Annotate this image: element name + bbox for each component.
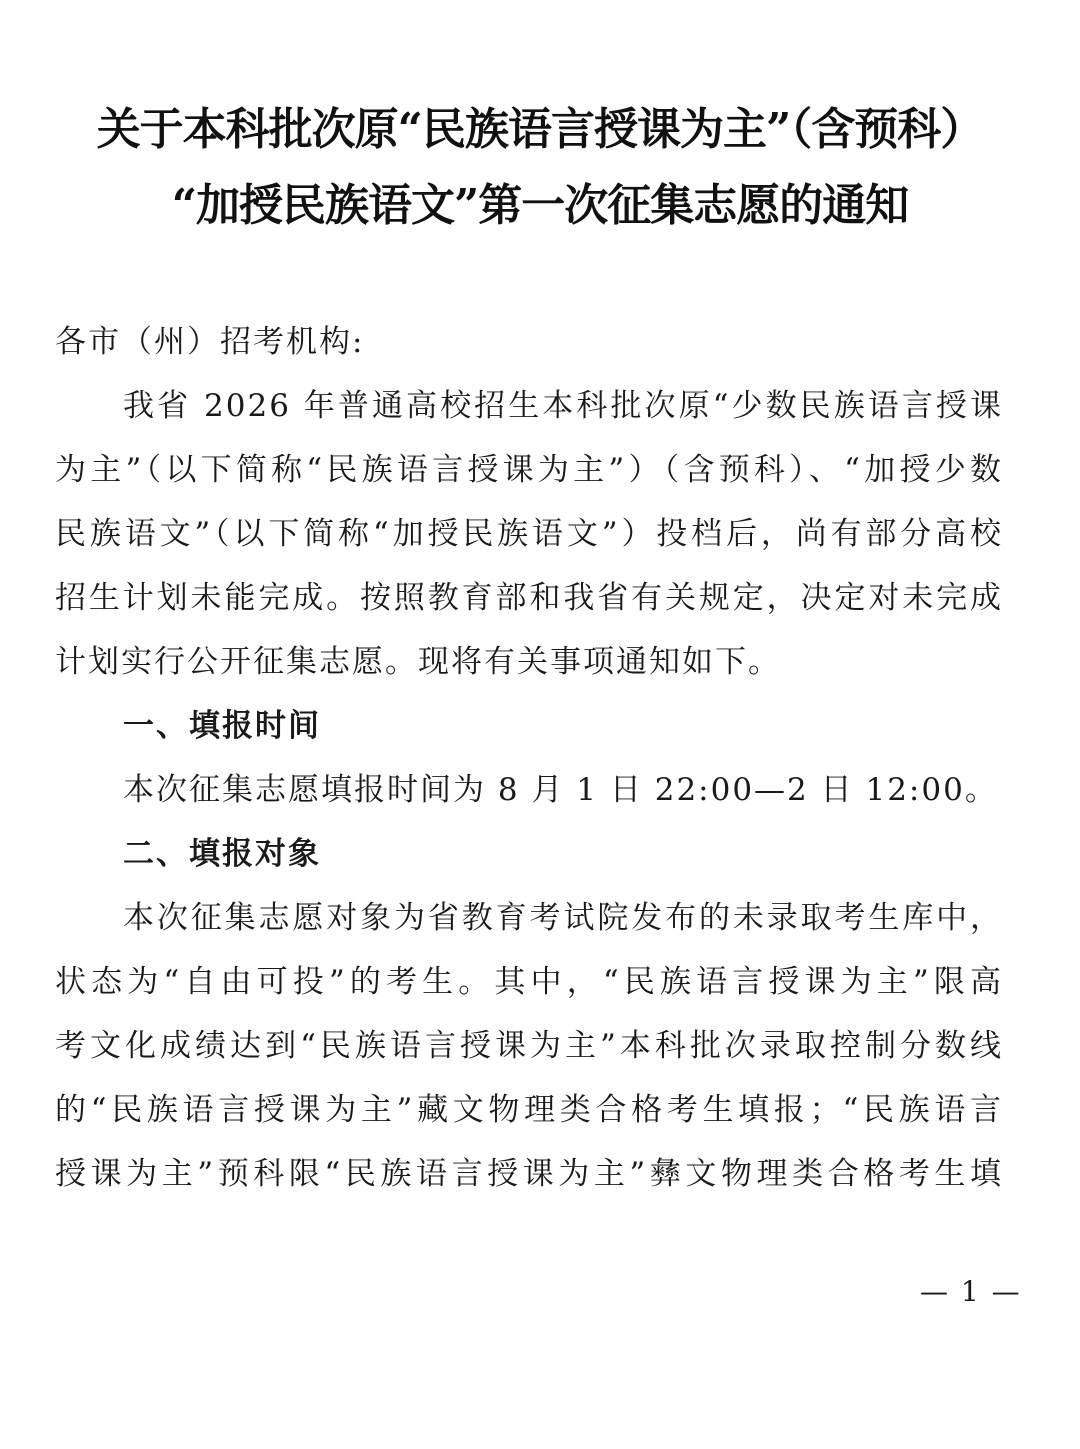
document-title-line-2: “加授民族语文”第一次征集志愿的通知	[171, 180, 909, 231]
document-title-line-1: 关于本科批次原“民族语言授课为主”（含预科）	[96, 104, 984, 155]
page-number: — 1 —	[920, 1275, 1022, 1308]
section-heading-target: 二、填报对象	[123, 836, 321, 872]
section-target-body-line: 本次征集志愿对象为省教育考试院发布的未录取考生库中，	[123, 900, 1003, 936]
salutation: 各市（州）招考机构:	[55, 324, 365, 360]
section-heading-time: 一、填报时间	[123, 708, 321, 744]
section-target-body-line: 的“民族语言授课为主”藏文物理类合格考生填报；“民族语言	[55, 1092, 1003, 1128]
intro-paragraph-line: 计划实行公开征集志愿。现将有关事项通知如下。	[55, 644, 781, 680]
section-target-body-line: 状态为“自由可投”的考生。其中，“民族语言授课为主”限高	[55, 964, 1003, 1000]
section-target-body-line: 授课为主”预科限“民族语言授课为主”彝文物理类合格考生填	[55, 1156, 1003, 1192]
intro-paragraph-line: 招生计划未能完成。按照教育部和我省有关规定，决定对未完成	[55, 580, 1003, 616]
section-target-body-line: 考文化成绩达到“民族语言授课为主”本科批次录取控制分数线	[55, 1028, 1003, 1064]
section-time-body: 本次征集志愿填报时间为 8 月 1 日 22:00—2 日 12:00。	[123, 772, 998, 808]
intro-paragraph-line: 民族语文”（以下简称“加授民族语文”）投档后，尚有部分高校	[55, 516, 1003, 552]
intro-paragraph-line: 为主”（以下简称“民族语言授课为主”）（含预科）、“加授少数	[55, 452, 1003, 488]
intro-paragraph-line: 我省 2026 年普通高校招生本科批次原“少数民族语言授课	[123, 388, 1003, 424]
